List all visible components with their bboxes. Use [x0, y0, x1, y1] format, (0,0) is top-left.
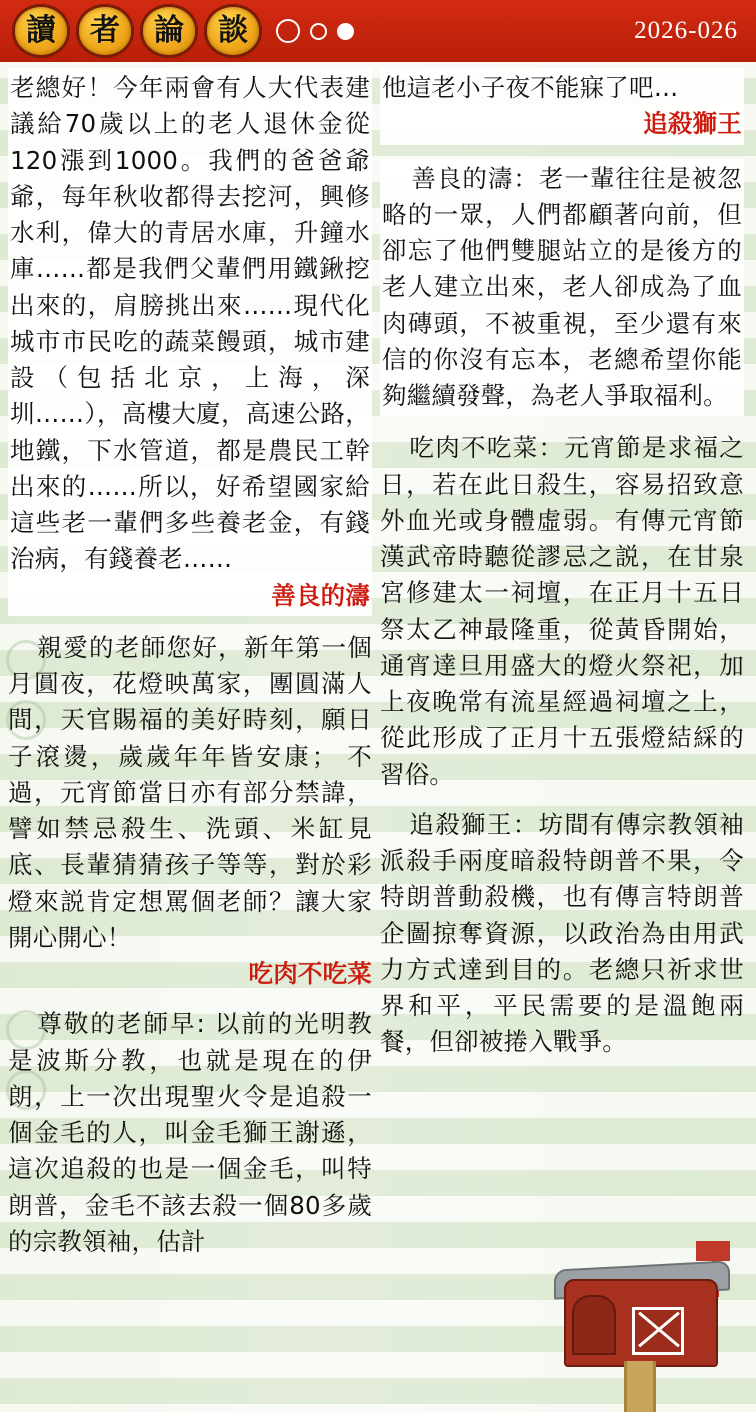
- reply-2-body: 吃肉不吃菜：元宵節是求福之日，若在此日殺生，容易招致意外血光或身體虛弱。有傳元宵節漢武帝時聽從謬忌之説，在甘泉宮修建太一祠壇，在正月十五日祭太乙神最隆重，從黃昏開始，通宵達旦用盛大的燈火祭祀，加上夜晚常有流星經過祠壇之上，從此形成了正月十五張燈結綵的習俗。: [380, 433, 744, 789]
- masthead-badge-3: 論: [140, 4, 198, 58]
- masthead-badge-1: 讀: [12, 4, 70, 58]
- reply-3: [380, 807, 744, 1061]
- small-hollow-circle-icon: [310, 23, 327, 40]
- masthead-badge-4: 談: [204, 4, 262, 58]
- letter-1-signature: 善良的濤: [271, 580, 370, 610]
- letter-1-body: 老總好！今年兩會有人大代表建議給70歲以上的老人退休金從120漲到1000。我們的爸爸爺爺，每年秋收都得去挖河，興修水利，偉大的青居水庫，升鐘水庫……都是我們父輩們用鐵鍬挖出來的，肩膀挑出來……現代化城市市民吃的蔬菜饅頭，城市建設（包括北京，上海，深圳……），高樓大廈，高速公路，地鐵，下水管道，都是農民工幹出來的……所以，好希望國家給這些老一輩們多些養老金，有錢治病，有錢養老……: [10, 73, 370, 574]
- article-columns: [0, 62, 756, 1274]
- reply-1-body: 善良的濤：老一輩往往是被忽略的一眾，人們都顧著向前，但卻忘了他們雙腿站立的是後方的老人建立出來，老人卻成為了血肉磚頭，不被重視，至少還有來信的你沒有忘本，老總希望你能夠繼續發聲，為老人爭取福利。: [382, 163, 742, 410]
- mailbox-window: [632, 1307, 684, 1355]
- masthead-dots: [276, 19, 354, 43]
- mailbox-flag: [696, 1241, 730, 1261]
- mailbox-illustration: [546, 1237, 746, 1412]
- masthead: [0, 0, 756, 62]
- letter-3-continued: [380, 68, 744, 145]
- letter-3-body: 尊敬的老師早: 以前的光明教是波斯分教，也就是現在的伊朗，上一次出現聖火令是追殺一個金毛的人，叫金毛獅王謝遜，這次追殺的也是一個金毛，叫特朗普，金毛不該去殺一個80多歲的宗教領袖，估計: [8, 1009, 372, 1256]
- issue-number: 2026-026: [634, 17, 738, 44]
- masthead-title-badges: [12, 4, 262, 58]
- reply-1: [380, 159, 744, 417]
- hollow-circle-icon: [276, 19, 300, 43]
- letter-3: [8, 1006, 372, 1260]
- letter-3-continued-body: 他這老小子夜不能寐了吧…: [382, 73, 679, 102]
- letter-2-signature: 吃肉不吃菜: [248, 959, 372, 988]
- reply-2: [380, 430, 744, 793]
- masthead-badge-2: 者: [76, 4, 134, 58]
- reply-3-body: 追殺獅王：坊間有傳宗教領袖派殺手兩度暗殺特朗普不果，令特朗普動殺機，也有傳言特朗普企圖掠奪資源，以政治為由用武力方式達到目的。老總只祈求世界和平，平民需要的是溫飽兩餐，但卻被捲入戰爭。: [380, 809, 744, 1057]
- letter-2-body: 親愛的老師您好，新年第一個月圓夜，花燈映萬家，團圓滿人間，天官賜福的美好時刻，願日子滾燙，歲歲年年皆安康； 不過，元宵節當日亦有部分禁諱，譬如禁忌殺生、洗頭、米缸見底、長輩猜猜孩子等等，對於彩燈來説肯定想罵個老師？讓大家開心開心！: [8, 632, 372, 952]
- filled-circle-icon: [337, 23, 354, 40]
- mailbox-door: [572, 1295, 616, 1355]
- right-column: [380, 68, 744, 1274]
- letter-3-signature: 追殺獅王: [643, 109, 742, 139]
- left-column: [8, 68, 372, 1274]
- letter-2: [8, 630, 372, 993]
- letter-1: [8, 68, 372, 616]
